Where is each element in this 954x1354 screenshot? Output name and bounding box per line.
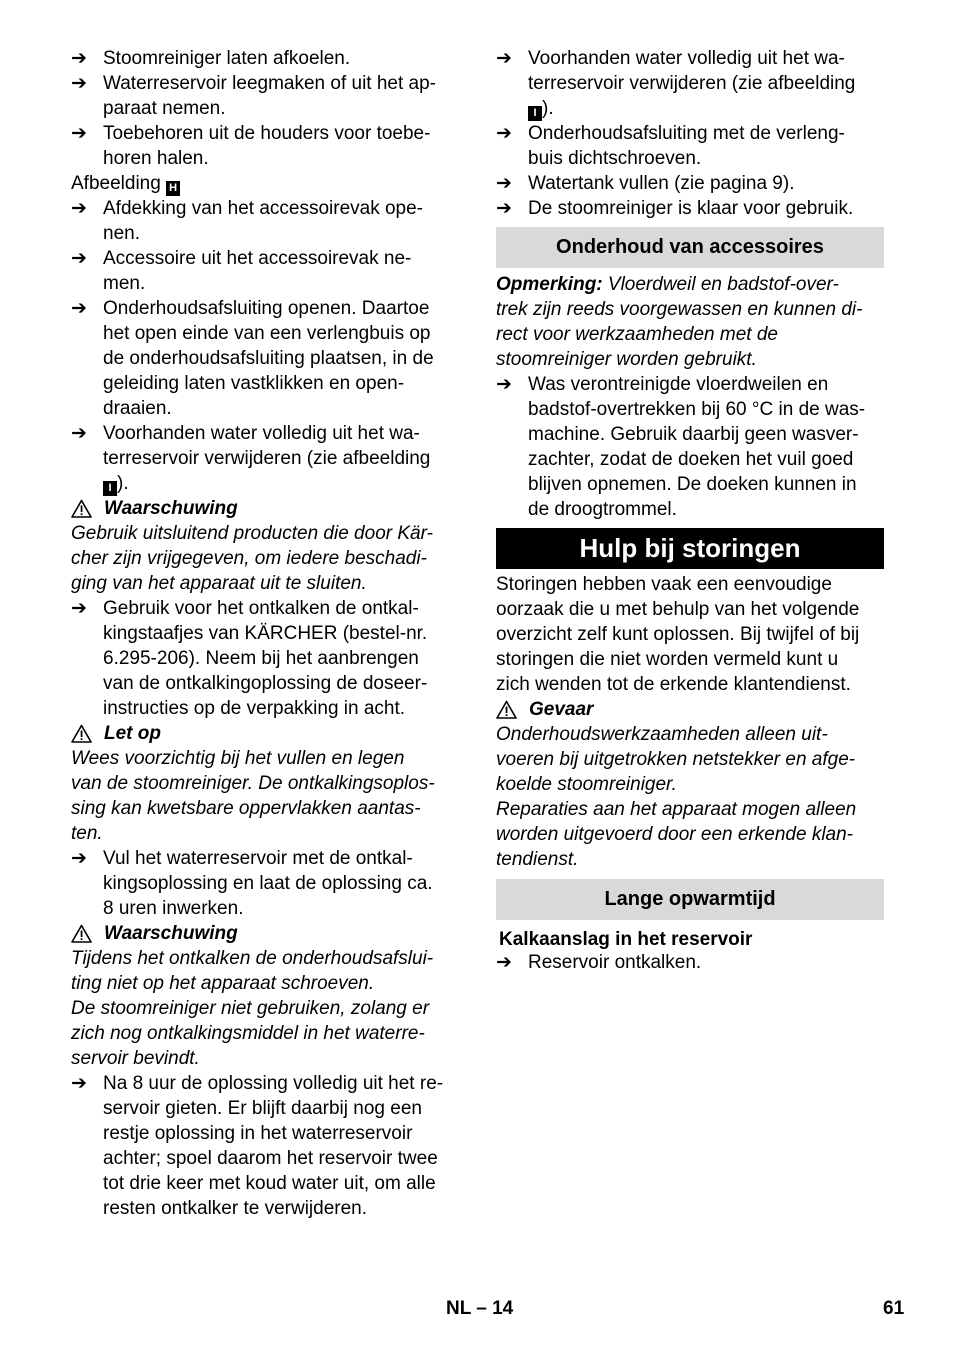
list-item: ➔ Toebehoren uit de houders voor toebe- horen halen. (71, 123, 431, 169)
warning-heading: Waarschuwing (71, 496, 459, 521)
arrow-icon: ➔ (496, 198, 512, 219)
list-item: ➔ Accessoire uit het accessoirevak ne- men. (71, 248, 412, 294)
figure-i-icon: I (103, 481, 117, 496)
footer-label: NL – 14 (446, 1298, 514, 1319)
note-label: Opmerking: (496, 274, 603, 295)
list-item: ➔ Was verontreinigde vloerdweilen en badstof-overtrekken bij 60 °C in de was- machine. Gebruik daarbij geen wasver- zachter, zodat de doeken het vuil goed blijven opnemen. De doeken kunnen in de droogtrommel. (496, 374, 866, 520)
list-item: ➔ Onderhoudsafsluiting openen. Daartoe het open einde van een verlengbuis op de onderhoudsafsluiting plaatsen, in de geleiding laten vastklikken en open- draaien. (71, 298, 434, 419)
section-heading: Lange opwarmtijd (496, 879, 884, 920)
warning-icon (71, 724, 92, 743)
list-item: ➔ Watertank vullen (zie pagina 9). (496, 173, 795, 194)
arrow-icon: ➔ (71, 48, 87, 69)
warning-icon (496, 700, 517, 719)
arrow-icon: ➔ (71, 423, 87, 444)
arrow-icon: ➔ (496, 123, 512, 144)
arrow-icon: ➔ (71, 598, 87, 619)
danger-heading: Gevaar (496, 697, 884, 722)
chapter-heading: Hulp bij storingen (496, 528, 884, 569)
arrow-icon: ➔ (496, 374, 512, 395)
sub-heading: Kalkaanslag in het reservoir (499, 929, 753, 950)
arrow-icon: ➔ (71, 848, 87, 869)
warning-icon (71, 499, 92, 518)
list-item: ➔ Waterreservoir leegmaken of uit het ap- paraat nemen. (71, 73, 437, 119)
warning-text: Gebruik uitsluitend producten die door Kär- cher zijn vrijgegeven, om iedere beschadi- ging van het apparaat uit te sluiten. (71, 523, 433, 594)
arrow-icon: ➔ (71, 1073, 87, 1094)
caution-text: Wees voorzichtig bij het vullen en legen van de stoomreiniger. De ontkalkingsoplos- sing kan kwetsbare oppervlakken aantas- ten. (71, 748, 435, 844)
list-item: ➔ Stoomreiniger laten afkoelen. (71, 48, 351, 69)
warning-icon (71, 924, 92, 943)
list-item: ➔ Voorhanden water volledig uit het wa- terreservoir verwijderen (zie afbeelding I ). (71, 423, 431, 494)
section-heading: Onderhoud van accessoires (496, 227, 884, 268)
list-item: ➔ Vul het waterreservoir met de ontkal- kingsoplossing en laat de oplossing ca. 8 uren inwerken. (71, 848, 433, 919)
list-item: ➔ Reservoir ontkalken. (496, 952, 702, 973)
list-item: ➔ Afdekking van het accessoirevak ope- nen. (71, 198, 424, 244)
figure-h-icon: H (166, 181, 180, 196)
arrow-icon: ➔ (496, 952, 512, 973)
list-item: ➔ Na 8 uur de oplossing volledig uit het re- servoir gieten. Er blijft daarbij nog een restje oplossing in het waterreservoir achter; spoel daarom het reservoir twee tot drie keer met koud water uit, om alle resten ontkalker te verwijderen. (71, 1073, 444, 1219)
page-number: 61 (883, 1298, 905, 1319)
list-item: ➔ Onderhoudsafsluiting met de verleng- buis dichtschroeven. (496, 123, 845, 169)
arrow-icon: ➔ (71, 298, 87, 319)
figure-reference: Afbeelding H (71, 171, 459, 196)
arrow-icon: ➔ (71, 248, 87, 269)
warning-text: Tijdens het ontkalken de onderhoudsafslui- ting niet op het apparaat schroeven. De stoomreiniger niet gebruiken, zolang er zich nog ontkalkingsmiddel in het waterre- servoir bevindt. (71, 948, 434, 1069)
arrow-icon: ➔ (496, 48, 512, 69)
list-item: ➔ De stoomreiniger is klaar voor gebruik. (496, 198, 854, 219)
arrow-icon: ➔ (71, 73, 87, 94)
caution-heading: Let op (71, 721, 459, 746)
arrow-icon: ➔ (71, 123, 87, 144)
right-column (496, 46, 884, 975)
warning-heading: Waarschuwing (71, 921, 459, 946)
danger-text: Onderhoudswerkzaamheden alleen uit- voeren bij uitgetrokken netstekker en afge- koelde stoomreiniger. Reparaties aan het apparaat mogen alleen worden uitgevoerd door een erkende klan- tendienst. (496, 724, 857, 870)
list-item: ➔ Voorhanden water volledig uit het wa- terreservoir verwijderen (zie afbeelding I ). (496, 48, 856, 119)
note-text: Opmerking: Vloerdweil en badstof-over- trek zijn reeds voorgewassen en kunnen di- rect voor werkzaamheden met de stoomreiniger worden gebruikt. (496, 274, 863, 370)
left-column (71, 46, 459, 1221)
figure-i-icon: I (528, 106, 542, 121)
intro-text: Storingen hebben vaak een eenvoudige oorzaak die u met behulp van het volgende overzicht zelf kunt oplossen. Bij twijfel of bij storingen die niet worden vermeld kunt u zich wenden tot de erkende klantendienst. (496, 574, 860, 695)
list-item: ➔ Gebruik voor het ontkalken de ontkal- kingstaafjes van KÄRCHER (bestel-nr. 6.295-206). Neem bij het aanbrengen van de ontkalkingoplossing de doseer- instructies op de verpakking in acht. (71, 598, 428, 719)
arrow-icon: ➔ (496, 173, 512, 194)
arrow-icon: ➔ (71, 198, 87, 219)
